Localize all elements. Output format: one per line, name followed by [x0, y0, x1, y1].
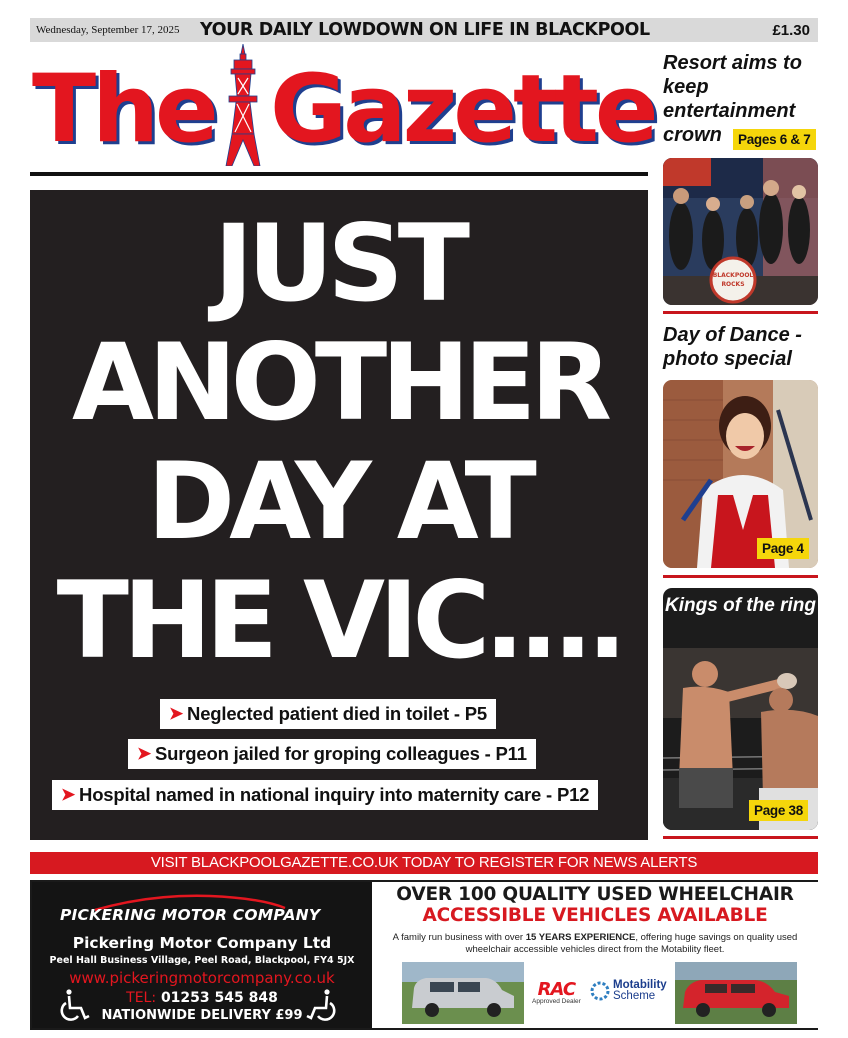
phone-label: TEL:: [126, 990, 157, 1006]
boxing-photo[interactable]: [663, 588, 818, 830]
sidebar-divider: [663, 575, 818, 578]
pickering-advert[interactable]: [30, 880, 818, 1030]
rac-subtitle: Approved Dealer: [532, 998, 581, 1005]
advert-body-highlight: 15 YEARS EXPERIENCE: [525, 932, 636, 943]
lead-story[interactable]: [30, 190, 648, 840]
sidebar-story-dance-title[interactable]: Day of Dance - photo special: [663, 324, 802, 370]
red-car-image: [675, 962, 797, 1024]
bullet-text: Surgeon jailed for groping colleagues - P11: [155, 743, 527, 764]
sidebar-story-entertainment-title[interactable]: Resort aims to keep entertainment crown: [663, 52, 802, 146]
issue-date: Wednesday, September 17, 2025: [36, 24, 180, 36]
blackpool-tower-icon: [216, 44, 270, 166]
masthead-the: The: [32, 55, 215, 164]
news-alerts-banner[interactable]: VISIT BLACKPOOLGAZETTE.CO.UK TODAY TO REGISTER FOR NEWS ALERTS: [30, 852, 818, 874]
headline-line: JUST: [213, 202, 465, 325]
advert-heading-2: ACCESSIBLE VEHICLES AVAILABLE: [422, 905, 768, 926]
headline-line: ANOTHER: [72, 321, 606, 444]
motability-scheme: Scheme: [613, 990, 656, 1002]
headline-line: DAY AT: [147, 440, 531, 563]
advert-dealer-panel: [32, 882, 372, 1028]
story-bullet-p5[interactable]: [160, 699, 496, 729]
masthead-logo[interactable]: [30, 50, 655, 170]
arrow-icon: ➤: [61, 785, 76, 804]
dealer-name: Pickering Motor Company Ltd: [72, 934, 332, 952]
dealer-logo: PICKERING MOTOR COMPANY: [60, 906, 321, 924]
drum-text: BLACKPOOL: [712, 272, 754, 279]
dealer-website-link[interactable]: www.pickeringmotorcompany.co.uk: [69, 969, 335, 987]
bullet-text: Neglected patient died in toilet - P5: [187, 703, 487, 724]
dance-photo[interactable]: [663, 380, 818, 568]
lead-headline: [30, 204, 648, 680]
phone-number: 01253 545 848: [160, 990, 278, 1006]
sidebar-story-boxing-title: Kings of the ring: [665, 595, 816, 616]
story-bullet-p12[interactable]: [52, 780, 598, 810]
masthead-rule: [30, 172, 648, 176]
masthead-gazette: Gazette: [270, 55, 655, 164]
page-tag: Pages 6 & 7: [733, 129, 816, 150]
arrow-icon: ➤: [169, 704, 184, 723]
page-tag: Page 38: [749, 800, 808, 821]
advert-vehicles-panel: [372, 882, 818, 1028]
motability-name: Motability: [613, 979, 667, 991]
motability-icon: [590, 981, 610, 1001]
rac-logo: RAC: [537, 979, 576, 1000]
rac-approved-badge: [532, 979, 581, 1005]
delivery-offer: NATIONWIDE DELIVERY £99: [101, 1008, 303, 1023]
headline-line: THE VIC....: [56, 559, 622, 682]
bullet-text: Hospital named in national inquiry into maternity care - P12: [79, 784, 590, 805]
cover-price: £1.30: [772, 21, 810, 39]
performers-image: [663, 158, 818, 305]
advert-heading-1: OVER 100 QUALITY USED WHEELCHAIR: [396, 884, 794, 905]
svg-text:ROCKS: ROCKS: [721, 281, 745, 288]
page-tag: Page 4: [757, 538, 809, 559]
wheelchair-icon: [60, 988, 92, 1022]
advert-body-text: , offering huge savings on quality used wheelchair accessible vehicles direct from the Motability fleet.: [465, 932, 798, 955]
tagline: YOUR DAILY LOWDOWN ON LIFE IN BLACKPOOL: [200, 20, 650, 40]
entertainment-photo[interactable]: [663, 158, 818, 305]
boxers-image: [663, 588, 818, 830]
sidebar-divider: [663, 311, 818, 314]
advert-body: [388, 932, 802, 955]
story-bullet-p11[interactable]: [128, 739, 536, 769]
top-strip: [30, 18, 818, 42]
dealer-address: Peel Hall Business Village, Peel Road, Blackpool, FY4 5JX: [49, 955, 355, 966]
arrow-icon: ➤: [137, 744, 152, 763]
silver-van-image: [402, 962, 524, 1024]
advert-body-text: A family run business with over: [392, 932, 526, 943]
wheelchair-icon: [304, 988, 336, 1022]
sidebar-divider: [663, 836, 818, 839]
motability-badge: [590, 980, 667, 1002]
